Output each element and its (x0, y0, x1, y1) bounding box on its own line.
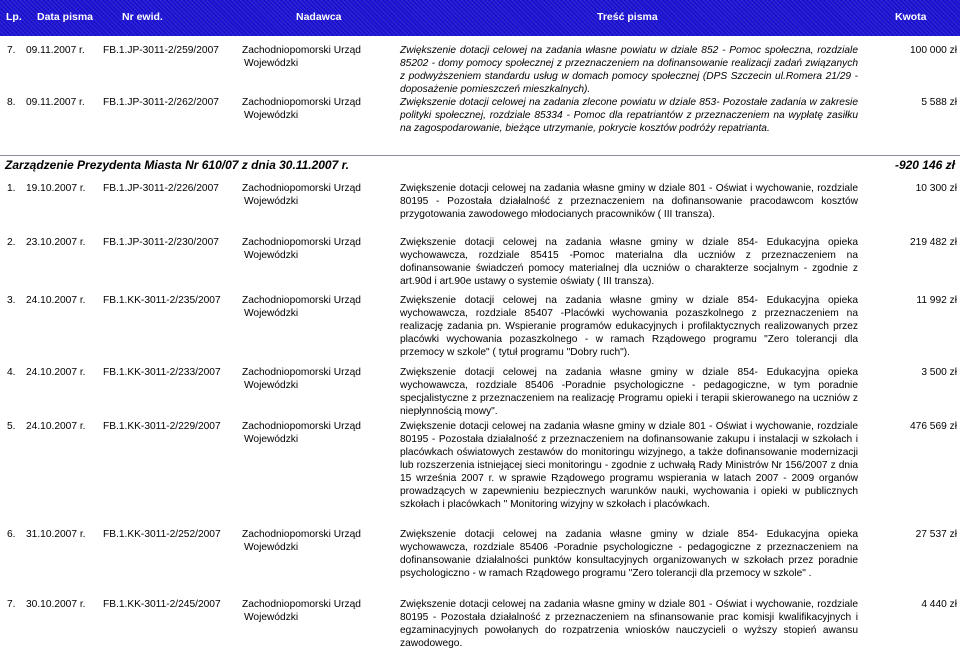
row-nr: FB.1.JP-3011-2/262/2007 (103, 97, 219, 108)
row-description: Zwiększenie dotacji celowej na zadania własne gminy w dziale 801 - Oświat i wychowanie, rozdziale 80195 - Pozostała działalność z przeznaczeniem na sfinansowanie prac komisji kwalifikacyjnych i egzaminacyjnych powołanych do rozpatrzenia wniosków nauczycieli o wyższy stopień awansu zawodowego. (400, 599, 858, 649)
row-sender: Zachodniopomorski Urząd Wojewódzki (242, 295, 361, 319)
row-description: Zwiększenie dotacji celowej na zadania własne gminy w dziale 801 - Oświat i wychowanie, rozdziale 80195 - Pozostała działalność z przeznaczeniem na dofinansowanie zakupu i instalacji w szkołach i placówkach oświatowych zestawów do monitoringu wizyjnego, a także dofinansowanie modernizacji lub rozszerzenia istniejącej sieci monitoringu - zgodnie z uchwałą Rady Ministrów Nr 156/2007 z dnia 15 września 2007 r. w sprawie Rządowego programu wspierania w latach 2007 - 2009 organów prowadzących w zapewnieniu bezpiecznych warunków nauki, wychowania i opieki w publicznych szkołach i placówkach " Monitoring wizyjny w szkołach i placówkach. (400, 421, 858, 510)
row-lp: 7. (7, 599, 16, 610)
row-amount: 5 588 zł (921, 97, 957, 108)
row-date: 09.11.2007 r. (26, 45, 85, 56)
row-lp: 8. (7, 97, 16, 108)
row-description: Zwiększenie dotacji celowej na zadania własne gminy w dziale 854- Edukacyjna opieka wychowawcza, rozdziale 85415 -Pomoc materialna dla uczniów z przeznaczeniem na dofinansowanie świadczeń pomocy materialnej dla uczniów o charakterze socjalnym - zgodnie z art.90d i art.90e ustawy o systemie oświaty ( III transza). (400, 237, 858, 287)
row-lp: 2. (7, 237, 16, 248)
row-sender: Zachodniopomorski Urząd Wojewódzki (242, 183, 361, 207)
row-amount: 27 537 zł (915, 529, 957, 540)
row-lp: 1. (7, 183, 16, 194)
header-lp: Lp. (6, 11, 22, 23)
header-kwota: Kwota (895, 11, 927, 23)
row-date: 19.10.2007 r. (26, 183, 86, 194)
section-total: -920 146 zł (894, 158, 955, 172)
row-nr: FB.1.KK-3011-2/229/2007 (103, 421, 221, 432)
row-nr: FB.1.KK-3011-2/252/2007 (103, 529, 221, 540)
row-sender: Zachodniopomorski Urząd Wojewódzki (242, 529, 361, 553)
row-amount: 10 300 zł (915, 183, 957, 194)
row-date: 31.10.2007 r. (26, 529, 86, 540)
header-nadawca: Nadawca (296, 11, 342, 23)
header-tresc-pisma: Treść pisma (597, 11, 658, 23)
header-nr-ewid: Nr ewid. (122, 11, 163, 23)
row-date: 24.10.2007 r. (26, 295, 86, 306)
row-amount: 476 569 zł (909, 421, 957, 432)
row-amount: 4 440 zł (921, 599, 957, 610)
row-description: Zwiększenie dotacji celowej na zadania własne gminy w dziale 854- Edukacyjna opieka wychowawcza, rozdziale 85407 -Placówki wychowania pozaszkolnego z przeznaczeniem na realizację zadania pn. Wspieranie programów edukacyjnych i profilaktycznych realizowanych przez placówki wychowania pozaszkolnego - w ramach Rządowego programu "Zero tolerancji dla przemocy w szkole" ( tytuł programu "Dobry ruch"). (400, 295, 858, 358)
row-lp: 7. (7, 45, 16, 56)
row-description: Zwiększenie dotacji celowej na zadania zlecone powiatu w dziale 853- Pozostałe zadania w zakresie polityki społecznej, rozdziale 85334 - Pomoc dla repatriantów z przeznaczeniem na wypłatę zasiłku na zagospodarowanie, bieżące utrzymanie, pokrycie kosztów podróży repatrianta. (400, 97, 858, 134)
row-description: Zwiększenie dotacji celowej na zadania własne gminy w dziale 801 - Oświat i wychowanie, rozdziale 80195 - Pozostała działalność z przeznaczeniem na dofinansowanie pracodawcom kosztów przygotowania zawodowego młodocianych pracowników ( III transza). (400, 183, 858, 220)
row-date: 24.10.2007 r. (26, 421, 86, 432)
row-date: 24.10.2007 r. (26, 367, 86, 378)
row-sender: Zachodniopomorski Urząd Wojewódzki (242, 367, 361, 391)
row-amount: 219 482 zł (909, 237, 957, 248)
row-date: 23.10.2007 r. (26, 237, 86, 248)
row-amount: 3 500 zł (921, 367, 957, 378)
row-nr: FB.1.KK-3011-2/233/2007 (103, 367, 221, 378)
row-date: 30.10.2007 r. (26, 599, 86, 610)
header-data-pisma: Data pisma (37, 11, 94, 23)
row-nr: FB.1.KK-3011-2/245/2007 (103, 599, 221, 610)
row-lp: 6. (7, 529, 16, 540)
row-sender: Zachodniopomorski Urząd Wojewódzki (242, 237, 361, 261)
row-nr: FB.1.JP-3011-2/226/2007 (103, 183, 219, 194)
section-title: Zarządzenie Prezydenta Miasta Nr 610/07 z dnia 30.11.2007 r. (5, 158, 349, 172)
row-amount: 11 992 zł (916, 295, 957, 306)
row-lp: 5. (7, 421, 16, 432)
row-description: Zwiększenie dotacji celowej na zadania własne powiatu w dziale 852 - Pomoc społeczna, rozdziale 85202 - domy pomocy społecznej z przeznaczeniem na dofinansowanie realizacji zadań związanych z podwyższeniem standardu usług w domach pomocy społecznej (DPS Szczecin ul.Romera 21/29 - doposażenie pomieszczeń mieszkalnych). (400, 45, 858, 95)
row-lp: 3. (7, 295, 16, 306)
row-description: Zwiększenie dotacji celowej na zadania własne gminy w dziale 854- Edukacyjna opieka wychowawcza, rozdziale 85406 -Poradnie psychologiczne - pedagogiczne, w tym poradnie specjalistyczne z przeznaczeniem na realizację Programu opieki i terapii skierowanego na uczniów z niepłynnością mowy". (400, 367, 858, 417)
table-header (0, 0, 960, 36)
row-description: Zwiększenie dotacji celowej na zadania własne gminy w dziale 854- Edukacyjna opieka wychowawcza, rozdziale 85406 -Poradnie psychologiczne - pedagogiczne z przeznaczeniem na dofinansowanie działalności punktów konsultacyjnych organizowanych w szkołach przez poradnie psychologiczno - w ramach Rządowego programu "Zero tolerancji dla przemocy w szkole" . (400, 529, 858, 579)
row-sender: Zachodniopomorski Urząd Wojewódzki (242, 97, 361, 121)
row-nr: FB.1.JP-3011-2/230/2007 (103, 237, 219, 248)
row-lp: 4. (7, 367, 16, 378)
row-sender: Zachodniopomorski Urząd Wojewódzki (242, 599, 361, 623)
row-nr: FB.1.KK-3011-2/235/2007 (103, 295, 221, 306)
row-sender: Zachodniopomorski Urząd Wojewódzki (242, 421, 361, 445)
row-sender: Zachodniopomorski Urząd Wojewódzki (242, 45, 361, 69)
row-date: 09.11.2007 r. (26, 97, 85, 108)
section-header (0, 155, 960, 174)
row-amount: 100 000 zł (909, 45, 957, 56)
row-nr: FB.1.JP-3011-2/259/2007 (103, 45, 219, 56)
